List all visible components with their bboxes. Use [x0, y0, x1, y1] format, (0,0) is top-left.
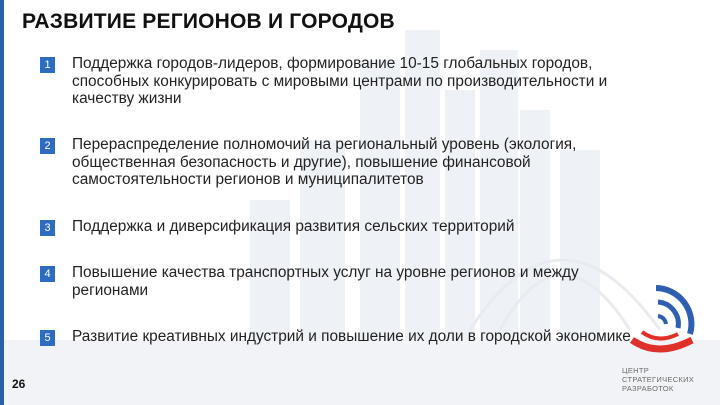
accent-bar [0, 0, 4, 405]
list-item [40, 55, 660, 108]
item-text: Развитие креативных индустрий и повышение их доли в городской экономике [72, 328, 631, 345]
item-number-badge: 3 [40, 220, 55, 236]
slide-title: РАЗВИТИЕ РЕГИОНОВ И ГОРОДОВ [22, 10, 395, 33]
page-number: 26 [12, 377, 26, 391]
item-number-badge: 2 [40, 138, 55, 154]
list-item [40, 328, 660, 346]
list-item [40, 218, 660, 236]
logo-arcs-icon [628, 282, 700, 362]
logo-line: СТРАТЕГИЧЕСКИХ [622, 375, 695, 384]
item-text: Поддержка городов-лидеров, формирование 10-15 глобальных городов, способных конкурировать с мировыми центрами по производительности и качеству жизни [72, 55, 608, 107]
item-number-badge: 4 [40, 266, 55, 282]
item-number-badge: 5 [40, 330, 55, 346]
logo-text [622, 366, 712, 393]
item-text: Перераспределение полномочий на региональный уровень (экология, общественная безопасность и другие), повышение финансовой самостоятельности регионов и муниципалитетов [72, 136, 577, 188]
item-text: Повышение качества транспортных услуг на уровне регионов и между регионами [72, 264, 579, 299]
item-text: Поддержка и диверсификация развития сельских территорий [72, 218, 515, 235]
list-item [40, 136, 660, 189]
csr-logo [620, 282, 710, 402]
item-number-badge: 1 [40, 57, 55, 73]
logo-line: ЦЕНТР [622, 366, 650, 375]
list-item [40, 264, 660, 299]
logo-line: РАЗРАБОТОК [622, 384, 674, 393]
